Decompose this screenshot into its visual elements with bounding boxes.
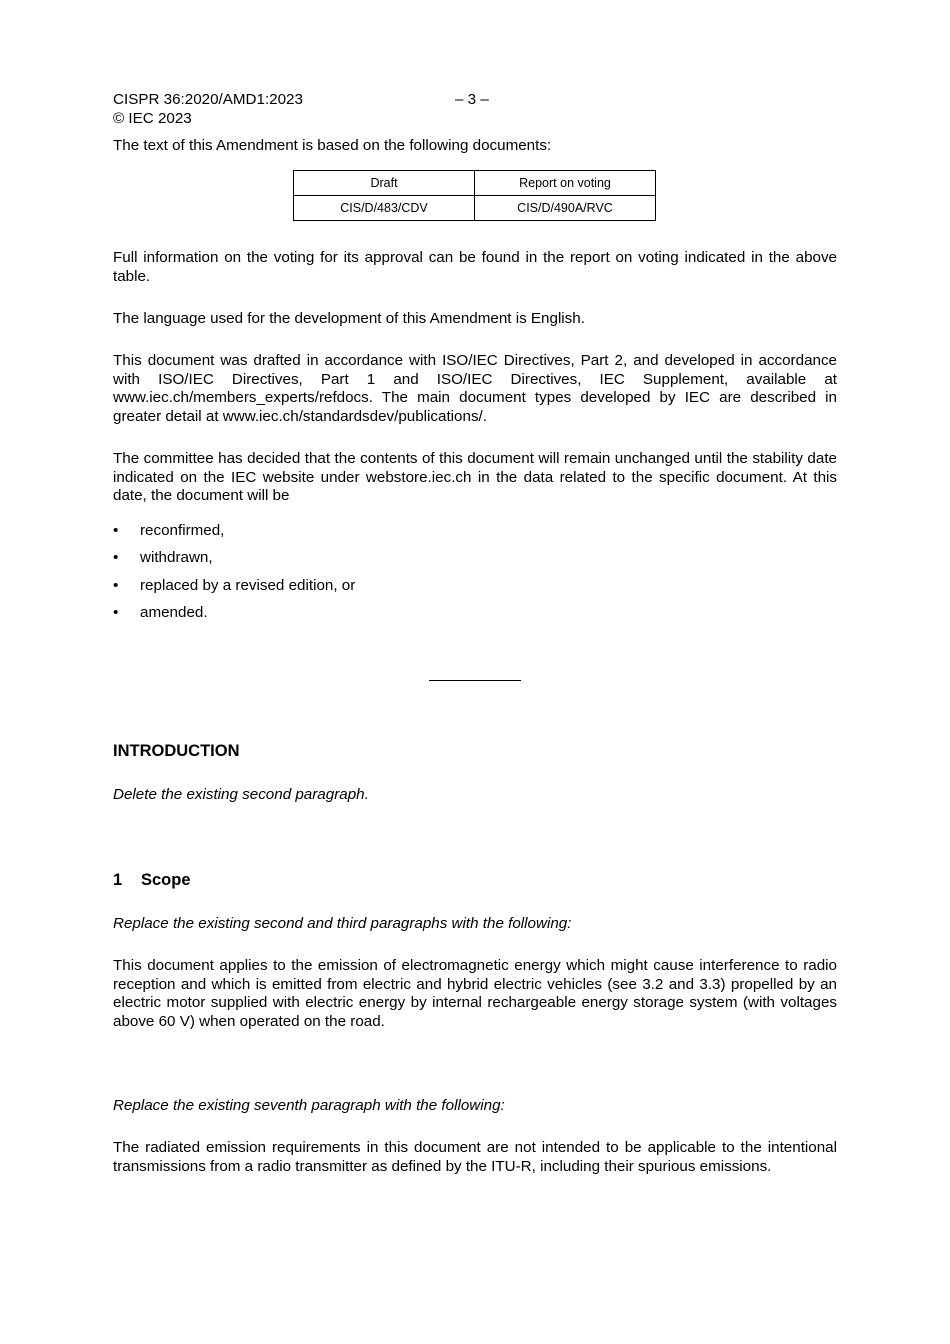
intro-line: The text of this Amendment is based on the following documents: (113, 137, 552, 154)
bullet-icon: • (113, 549, 119, 566)
table-header-report: Report on voting (475, 171, 656, 196)
list-item-text: replaced by a revised edition, or (140, 577, 356, 594)
scope-paragraph-1: This document applies to the emission of electromagnetic energy which might cause interference to radio reception and which is emitted from electric and hybrid electric vehicles (see 3.2 and 3.3) propelled by an electric motor supplied with electric energy by internal rechargeable energy storage system (with voltages above 60 V) when operated on the road. (113, 957, 837, 1030)
document-id: CISPR 36:2020/AMD1:2023 (113, 91, 303, 108)
bullet-icon: • (113, 522, 119, 539)
scope-heading: Scope (141, 871, 191, 889)
voting-documents-table (293, 170, 656, 221)
bullet-icon: • (113, 604, 119, 621)
introduction-heading: INTRODUCTION (113, 742, 240, 760)
introduction-instruction: Delete the existing second paragraph. (113, 786, 369, 803)
bullet-icon: • (113, 577, 119, 594)
page-number: – 3 – (455, 91, 489, 108)
copyright-notice: © IEC 2023 (113, 110, 192, 127)
scope-instruction-2: Replace the existing seventh paragraph with the following: (113, 1097, 505, 1114)
scope-instruction-1: Replace the existing second and third paragraphs with the following: (113, 915, 572, 932)
list-item-text: amended. (140, 604, 208, 621)
paragraph-stability: The committee has decided that the contents of this document will remain unchanged until the stability date indicated on the IEC website under webstore.iec.ch in the data related to the specific document. At this date, the document will be (113, 450, 837, 504)
paragraph-directives: This document was drafted in accordance with ISO/IEC Directives, Part 2, and developed in accordance with ISO/IEC Directives, Part 1 and ISO/IEC Directives, IEC Supplement, available at www.iec.ch/members_experts/refdocs. The main document types developed by IEC are described in greater detail at www.iec.ch/standardsdev/publications/. (113, 352, 837, 425)
table-header-row (294, 171, 656, 196)
scope-paragraph-2: The radiated emission requirements in this document are not intended to be applicable to the intentional transmissions from a radio transmitter as defined by the ITU-R, including their spurious emissions. (113, 1139, 837, 1175)
table-cell-draft: CIS/D/483/CDV (294, 196, 475, 221)
scope-number: 1 (113, 871, 123, 889)
table-row (294, 196, 656, 221)
list-item-text: withdrawn, (140, 549, 213, 566)
section-separator (429, 680, 521, 681)
list-item-text: reconfirmed, (140, 522, 225, 539)
table-cell-report: CIS/D/490A/RVC (475, 196, 656, 221)
table-header-draft: Draft (294, 171, 475, 196)
paragraph-language: The language used for the development of this Amendment is English. (113, 310, 585, 327)
paragraph-voting-info: Full information on the voting for its approval can be found in the report on voting indicated in the above table. (113, 249, 837, 285)
